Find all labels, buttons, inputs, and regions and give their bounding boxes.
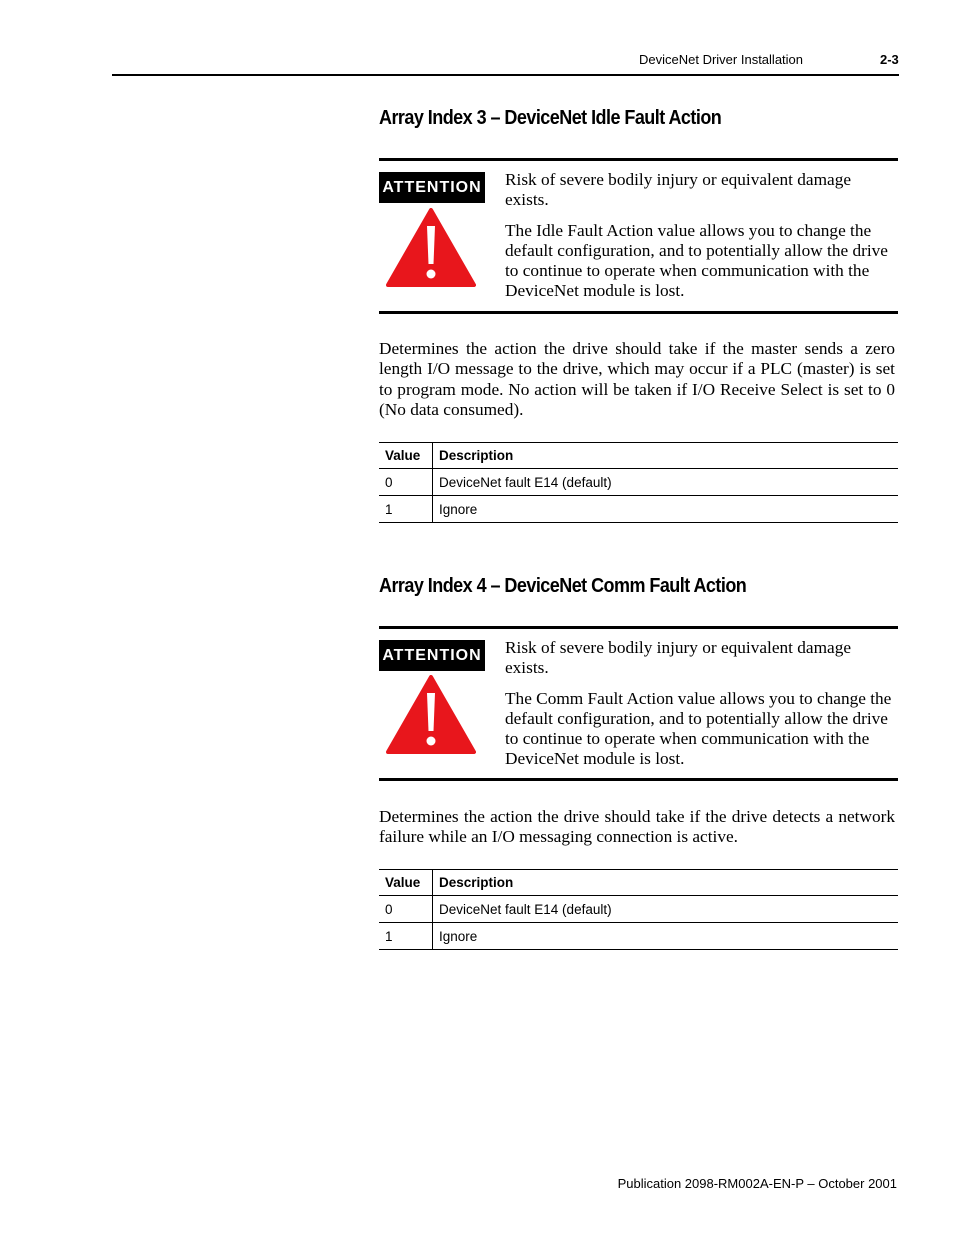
table-cell-description: Ignore: [433, 496, 899, 523]
header-rule: [112, 74, 899, 76]
warning-triangle-icon: [386, 208, 476, 288]
attention-detail-text: The Comm Fault Action value allows you to change the default configuration, and to potentially allow the drive to continue to operate when communication with the DeviceNet module is lost.: [505, 688, 892, 769]
body-paragraph-comm-fault: Determines the action the drive should take if the drive detects a network failure while an I/O messaging connection is active.: [379, 807, 895, 847]
body-paragraph-idle-fault: Determines the action the drive should take if the master sends a zero length I/O message to the drive, which may occur if a PLC (master) is set to program mode. No action will be taken if I/O Receive Select is set to 0 (No data consumed).: [379, 339, 895, 420]
publication-footer: Publication 2098-RM002A-EN-P – October 2001: [617, 1176, 897, 1191]
table-cell-value: 0: [379, 469, 433, 496]
attention-risk-text: Risk of severe bodily injury or equivalent damage exists.: [505, 170, 852, 210]
column-header-description: Description: [433, 870, 899, 896]
attention-box-idle-fault: [379, 158, 898, 314]
table-cell-value: 0: [379, 896, 433, 923]
table-cell-description: DeviceNet fault E14 (default): [433, 896, 899, 923]
table-cell-description: DeviceNet fault E14 (default): [433, 469, 899, 496]
attention-label: ATTENTION: [379, 172, 485, 203]
warning-triangle-icon: [386, 675, 476, 755]
table-row: [379, 923, 898, 950]
attention-detail-text: The Idle Fault Action value allows you to change the default configuration, and to potentially allow the drive to continue to operate when communication with the DeviceNet module is lost.: [505, 220, 888, 301]
attention-text: [505, 638, 897, 780]
section-heading-idle-fault: Array Index 3 – DeviceNet Idle Fault Action: [379, 107, 722, 129]
attention-risk-text: Risk of severe bodily injury or equivalent damage exists.: [505, 638, 852, 678]
column-header-value: Value: [379, 870, 433, 896]
table-cell-description: Ignore: [433, 923, 899, 950]
column-header-value: Value: [379, 443, 433, 469]
running-header-title: DeviceNet Driver Installation: [639, 52, 804, 67]
table-row: [379, 896, 898, 923]
column-header-description: Description: [433, 443, 899, 469]
section-heading-comm-fault: Array Index 4 – DeviceNet Comm Fault Action: [379, 575, 747, 597]
table-row: [379, 496, 898, 523]
table-row: [379, 469, 898, 496]
page-number: 2-3: [880, 52, 899, 67]
table-cell-value: 1: [379, 923, 433, 950]
table-header-row: [379, 870, 898, 896]
attention-box-comm-fault: [379, 626, 898, 781]
table-cell-value: 1: [379, 496, 433, 523]
attention-label: ATTENTION: [379, 640, 485, 671]
attention-text: [505, 170, 897, 312]
value-table-idle-fault: [379, 442, 898, 523]
table-header-row: [379, 443, 898, 469]
value-table-comm-fault: [379, 869, 898, 950]
